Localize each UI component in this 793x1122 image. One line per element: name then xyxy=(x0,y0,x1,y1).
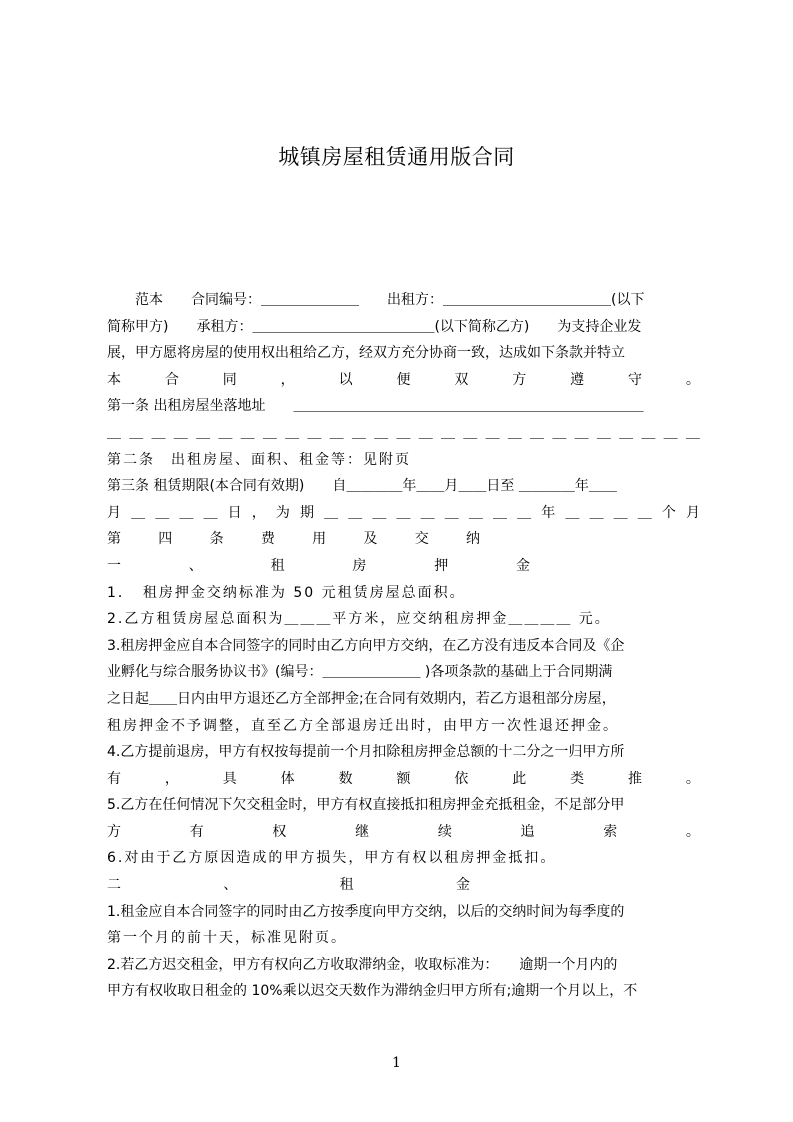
text-token: 索 xyxy=(603,823,618,840)
text-token: ＿ xyxy=(517,504,532,521)
text-token: ＿ xyxy=(240,424,255,441)
text-line: 第一个月的前十天，标准见附页。 xyxy=(107,930,347,947)
text-token: 推 xyxy=(628,770,643,787)
text-token: ＿ xyxy=(574,424,589,441)
text-token: ＿ xyxy=(348,504,363,521)
text-token: ＿ xyxy=(485,424,500,441)
text-token: ， xyxy=(164,770,179,787)
text-token: 房 xyxy=(352,557,367,574)
text-token: 日 xyxy=(227,504,242,521)
text-token: 。 xyxy=(685,371,700,388)
text-token: ＿ xyxy=(155,504,170,521)
text-token: ＿ xyxy=(396,424,411,441)
text-token: ＿ xyxy=(372,504,387,521)
text-token: ＿ xyxy=(589,504,604,521)
text-line xyxy=(107,766,700,793)
text-token: ＿ xyxy=(324,504,339,521)
text-token: 及 xyxy=(363,531,378,548)
text-token: 此 xyxy=(512,770,527,787)
text-token: ＿ xyxy=(351,424,366,441)
text-token: ＿ xyxy=(596,424,611,441)
text-token: 以 xyxy=(338,371,353,388)
text-token: 个 xyxy=(661,504,676,521)
text-token: 费 xyxy=(260,531,275,548)
text-token: 、 xyxy=(223,877,238,894)
text-line xyxy=(107,367,700,394)
text-token: 租 xyxy=(270,557,285,574)
text-token: 遵 xyxy=(570,371,585,388)
text-token: 方 xyxy=(107,823,121,840)
text-line: 之日起＿＿日内由甲方退还乙方全部押金;在合同有效期内，若乙方退租部分房屋， xyxy=(107,690,616,707)
text-line xyxy=(107,420,700,447)
text-token: 权 xyxy=(272,823,287,840)
text-token: ＿ xyxy=(418,424,433,441)
text-token: ＿ xyxy=(262,424,277,441)
text-token: 金 xyxy=(455,877,470,894)
text-token: ＿ xyxy=(663,424,678,441)
contract-title: 城镇房屋租赁通用版合同 xyxy=(278,145,515,169)
text-token: ＿ xyxy=(613,504,628,521)
text-token: 双 xyxy=(454,371,469,388)
text-line xyxy=(107,872,470,899)
text-token: 第 xyxy=(107,531,121,548)
text-token: ＿ xyxy=(203,504,218,521)
text-token: 租 xyxy=(339,877,354,894)
text-token: 有 xyxy=(189,823,204,840)
text-token: ＿ xyxy=(107,424,121,441)
text-token: ＿ xyxy=(173,424,188,441)
text-line: 范本 合同编号：＿＿＿＿＿＿＿ 出租方：＿＿＿＿＿＿＿＿＿＿＿＿(以下 xyxy=(107,292,645,308)
text-token: 额 xyxy=(396,770,411,787)
text-line xyxy=(107,553,530,580)
text-token: 金 xyxy=(515,557,530,574)
text-line: 6.对由于乙方原因造成的甲方损失，甲方有权以租房押金抵扣。 xyxy=(107,850,557,867)
text-token: ＿ xyxy=(468,504,483,521)
text-line: 甲方有权收取日租金的 10%乘以迟交天数作为滞纳金归甲方所有;逾期一个月以上，不 xyxy=(107,983,638,1000)
text-token: 本 xyxy=(107,371,121,388)
text-token: ＿ xyxy=(619,424,634,441)
text-line: 1． 租房押金交纳标准为 50 元租赁房屋总面积。 xyxy=(107,584,466,601)
contract-body xyxy=(107,287,700,1005)
text-token: 合 xyxy=(164,371,179,388)
text-line: 5.乙方在任何情况下欠交租金时，甲方有权直接抵扣租房押金充抵租金，不足部分甲 xyxy=(107,797,625,814)
text-token: 一 xyxy=(107,557,121,574)
text-token: 押 xyxy=(434,557,449,574)
text-token: ＿ xyxy=(440,424,455,441)
text-token: ＿ xyxy=(530,424,545,441)
text-token: 月 xyxy=(686,504,700,521)
text-token: ＿ xyxy=(444,504,459,521)
text-token: ＿ xyxy=(129,424,144,441)
text-token: 用 xyxy=(312,531,327,548)
text-token: 、 xyxy=(188,557,203,574)
text-token: ＿ xyxy=(552,424,567,441)
text-token: ＿ xyxy=(637,504,652,521)
text-token: ， xyxy=(251,504,266,521)
text-token: 依 xyxy=(454,770,469,787)
text-token: 为 xyxy=(275,504,290,521)
text-line: 业孵化与综合服务协议书》(编号：＿＿＿＿＿＿＿ )各项条款的基础上于合同期满 xyxy=(107,664,613,681)
text-token: 同 xyxy=(222,371,237,388)
text-token: ＿ xyxy=(463,424,478,441)
text-token: ＿ xyxy=(420,504,435,521)
text-line: 2.若乙方迟交租金，甲方有权向乙方收取滞纳金，收取标准为： 逾期一个月内的 xyxy=(107,956,618,973)
text-token: ＿ xyxy=(396,504,411,521)
text-token: 追 xyxy=(520,823,535,840)
text-token: ＿ xyxy=(374,424,389,441)
text-line: 第二条 出租房屋、面积、租金等：见附页 xyxy=(107,451,411,468)
text-token: 。 xyxy=(685,823,700,840)
text-line: 第三条 租赁期限(本合同有效期) 自＿＿＿＿年＿＿月＿＿日至 ＿＿＿＿年＿＿ xyxy=(107,478,617,495)
text-token: 具 xyxy=(222,770,237,787)
text-token: 便 xyxy=(396,371,411,388)
text-token: ＿ xyxy=(641,424,656,441)
text-line: 租房押金不予调整，直至乙方全部退房迁出时，由甲方一次性退还押金。 xyxy=(107,717,619,734)
text-line xyxy=(107,526,480,553)
text-token: ， xyxy=(280,371,295,388)
text-token: 守 xyxy=(628,371,643,388)
text-line xyxy=(107,819,700,846)
text-line: 4.乙方提前退房，甲方有权按每提前一个月扣除租房押金总额的十二分之一归甲方所 xyxy=(107,744,625,761)
text-token: 期 xyxy=(300,504,314,521)
text-token: 。 xyxy=(685,770,700,787)
text-token: ＿ xyxy=(307,424,322,441)
text-token: ＿ xyxy=(565,504,580,521)
text-token: 二 xyxy=(107,877,121,894)
text-token: 月 xyxy=(107,504,121,521)
text-token: ＿ xyxy=(493,504,507,521)
text-token: 继 xyxy=(355,823,370,840)
text-token: ＿ xyxy=(507,424,522,441)
text-line: 简称甲方) 承租方：＿＿＿＿＿＿＿＿＿＿＿＿＿(以下简称乙方) 为支持企业发 xyxy=(107,318,642,335)
text-token: ＿ xyxy=(131,504,146,521)
text-token: 条 xyxy=(209,531,224,548)
text-token: 交 xyxy=(414,531,429,548)
text-token: 类 xyxy=(570,770,585,787)
text-token: 方 xyxy=(512,371,527,388)
text-token: ＿ xyxy=(285,424,300,441)
text-token: 续 xyxy=(437,823,452,840)
text-line: 3.租房押金应自本合同签字的同时由乙方向甲方交纳，在乙方没有违反本合同及《企 xyxy=(107,637,625,654)
page-number: 1 xyxy=(392,1055,401,1071)
text-token: 四 xyxy=(158,531,173,548)
text-line: 展，甲方愿将房屋的使用权出租给乙方，经双方充分协商一致，达成如下条款并特立 xyxy=(107,345,625,362)
text-token: 数 xyxy=(338,770,353,787)
text-token: ＿ xyxy=(218,424,233,441)
text-token: 有 xyxy=(107,770,121,787)
text-line: 第一条 出租房屋坐落地址 ＿＿＿＿＿＿＿＿＿＿＿＿＿＿＿＿＿＿＿＿＿＿＿＿＿ xyxy=(107,398,644,415)
text-token: 纳 xyxy=(465,531,480,548)
text-token: ＿ xyxy=(196,424,211,441)
text-token: ＿ xyxy=(151,424,166,441)
text-token: ＿ xyxy=(685,424,700,441)
text-token: 体 xyxy=(280,770,295,787)
text-token: 年 xyxy=(541,504,556,521)
text-line: 2.乙方租赁房屋总面积为＿＿＿平方米，应交纳租房押金＿＿＿＿ 元。 xyxy=(107,611,611,628)
text-token: ＿ xyxy=(329,424,344,441)
text-line xyxy=(107,500,700,527)
text-token: ＿ xyxy=(179,504,194,521)
text-line: 1.租金应自本合同签字的同时由乙方按季度向甲方交纳，以后的交纳时间为每季度的 xyxy=(107,903,625,920)
